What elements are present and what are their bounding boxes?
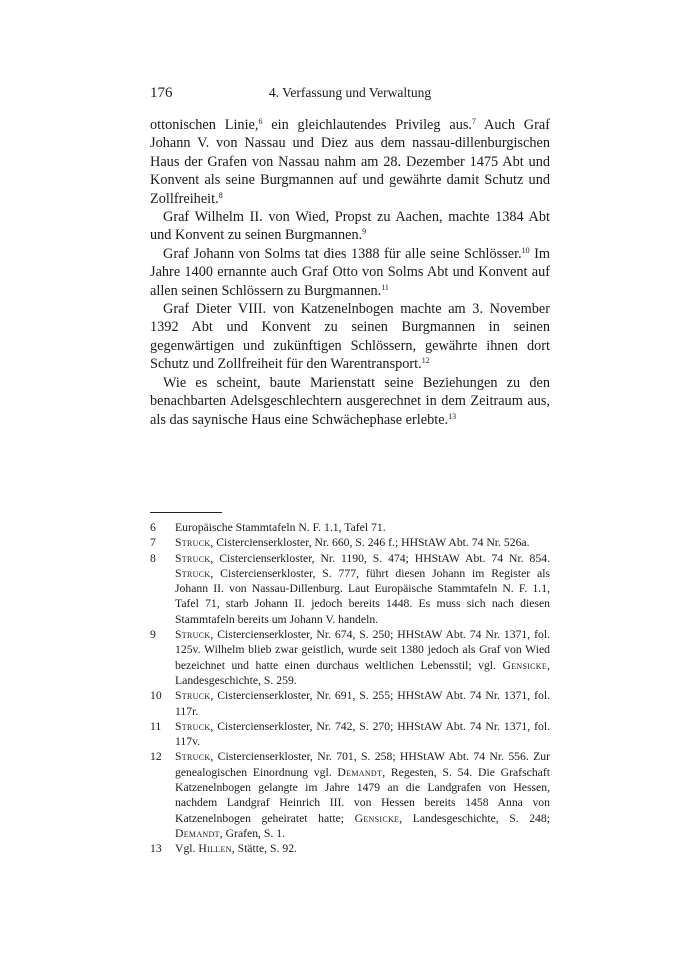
author-name: Struck: [175, 536, 211, 550]
footnote-ref: 7: [472, 117, 476, 126]
footnote-number: 12: [150, 750, 162, 764]
footnote: 9 Struck, Cistercienserkloster, Nr. 674, S. 250; HHStAW Abt. 74 Nr. 1371, fol. 125v. Wilhelm blieb zwar geistlich, wurde seit 1380 jedoch als Graf von Wied bezeichnet und hatte einen durchaus weltlichen Lebensstil; vgl. Gensicke, Landesgeschichte, S. 259.: [150, 628, 550, 687]
footnote-number: 11: [150, 719, 162, 733]
author-name: Hillen: [198, 842, 232, 856]
footnote-ref: 9: [362, 227, 367, 237]
footnote-number: 10: [150, 689, 162, 703]
page-number: 176: [150, 85, 173, 101]
footnote: 7 Struck, Cistercienserkloster, Nr. 660, S. 246 f.; HHStAW Abt. 74 Nr. 526a.: [150, 536, 530, 550]
footnote-separator: [150, 512, 222, 513]
paragraph: ottonischen Linie,$^6$ ein gleichlautendes Privileg aus.$^7$ Auch Graf Johann V. von Nassau und Diez aus dem nassau-dillenburgischen Haus der Grafen von Nassau nahm am 28. Dezember 1475 Abt und Konvent als seine Burgmannen auf und gewährte damit Schutz und Zollfreiheit.$^8$: [150, 117, 550, 207]
footnote-ref: 12: [421, 356, 430, 366]
footnote: 6 Europäische Stammtafeln N. F. 1.1, Tafel 71.: [150, 521, 386, 534]
footnote-number: 13: [150, 842, 162, 856]
footnote-ref: 13: [448, 411, 457, 421]
author-name: Gensicke: [502, 658, 548, 672]
author-name: Demandt: [337, 765, 383, 779]
author-name: Struck: [175, 566, 211, 580]
author-name: Struck: [175, 628, 211, 642]
footnote-ref: 8: [218, 190, 223, 200]
body-text: [150, 116, 550, 429]
author-name: Gensicke: [354, 811, 400, 825]
footnote: 8 Struck, Cistercienserkloster, Nr. 1190, S. 474; HHStAW Abt. 74 Nr. 854. Struck, Cistercienserkloster, S. 777, führt diesen Johann im Register als Johann II. von Nassau-Dillenburg. Laut Europäische Stammtafeln N. F. 1.1, Tafel 71, starb Johann II. jedoch bereits 1448. Es muss sich nach diesen Stammtafeln bereits um Johann V. handeln.: [150, 551, 550, 626]
footnote-number: 6: [150, 521, 156, 534]
footnote-number: 7: [150, 536, 156, 550]
footnote: 13 Vgl. Hillen, Stätte, S. 92.: [150, 842, 297, 856]
paragraph: Graf Johann von Solms tat dies 1388 für alle seine Schlösser.$^{10}$ Im Jahre 1400 ernannte auch Graf Otto von Solms Abt und Konvent auf allen seinen Schlössern zu Burgmannen.$^{11}$: [150, 245, 550, 299]
footnote-ref: 6: [258, 117, 263, 126]
author-name: Struck: [175, 719, 211, 733]
footnotes: [150, 520, 550, 857]
footnote-number: 8: [150, 551, 156, 565]
author-name: Struck: [175, 750, 211, 764]
footnote: 12 Struck, Cistercienserkloster, Nr. 701, S. 258; HHStAW Abt. 74 Nr. 556. Zur genealogischen Einordnung vgl. Demandt, Regesten, S. 54. Die Grafschaft Katzenelnbogen gelangte im Jahre 1479 an die Landgrafen von Hessen, nachdem Landgraf Heinrich III. von Hessen bereits 1458 Anna von Katzenelnbogen geheiratet hatte; Gensicke, Landesgeschichte, S. 248; Demandt, Grafen, S. 1.: [150, 750, 550, 840]
footnote: 11 Struck, Cistercienserkloster, Nr. 742, S. 270; HHStAW Abt. 74 Nr. 1371, fol. 117v.: [150, 719, 550, 749]
paragraph: Wie es scheint, baute Marienstatt seine Beziehungen zu den benachbarten Adelsgeschlechtern ausgerechnet in dem Zeitraum aus, als das saynische Haus eine Schwächephase erlebte.$^{13}$: [150, 374, 550, 428]
footnote-number: 9: [150, 628, 156, 642]
paragraph: Graf Dieter VIII. von Katzenelnbogen machte am 3. November 1392 Abt und Konvent zu seinen Burgmannen in seinen gegenwärtigen und zukünftigen Schlössern, gewährte ihnen dort Schutz und Zollfreiheit für den Warentransport.$^{12}$: [150, 301, 550, 373]
author-name: Demandt: [175, 826, 220, 840]
author-name: Struck: [175, 551, 211, 565]
footnote-ref: 10: [521, 245, 530, 255]
footnote: 10 Struck, Cistercienserkloster, Nr. 691, S. 255; HHStAW Abt. 74 Nr. 1371, fol. 117r.: [150, 689, 550, 718]
author-name: Struck: [175, 689, 211, 703]
running-head: 4. Verfassung und Verwaltung: [268, 85, 432, 100]
paragraph: Graf Wilhelm II. von Wied, Propst zu Aachen, machte 1384 Abt und Konvent zu seinen Burgmannen.$^9$: [150, 209, 550, 244]
footnote-ref: 11: [381, 282, 389, 292]
